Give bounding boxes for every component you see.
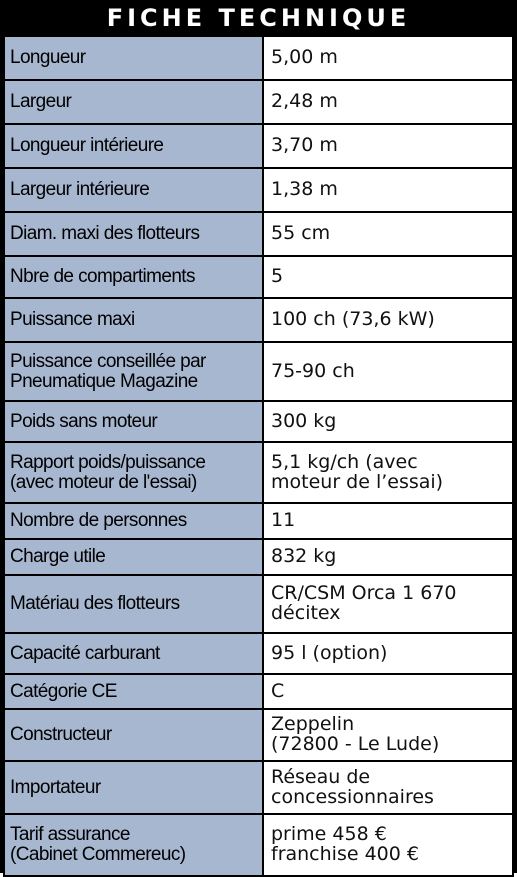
row-value: 1,38 m [263, 168, 513, 212]
row-label: Puissance maxi [4, 298, 263, 342]
row-value: 55 cm [263, 212, 513, 256]
row-value: 100 ch (73,6 kW) [263, 298, 513, 342]
table-row [4, 342, 513, 401]
row-value: 300 kg [263, 401, 513, 442]
table-row [4, 761, 513, 814]
table-row [4, 298, 513, 342]
sheet-title: FICHE TECHNIQUE [106, 4, 411, 32]
table-row [4, 633, 513, 674]
row-value: 75-90 ch [263, 342, 513, 401]
row-label: Poids sans moteur [4, 401, 263, 442]
row-label: Largeur intérieure [4, 168, 263, 212]
table-row [4, 575, 513, 633]
table-row [4, 36, 513, 80]
row-value: C [263, 674, 513, 709]
row-label: Nombre de personnes [4, 503, 263, 539]
row-value: 5 [263, 256, 513, 298]
table-row [4, 709, 513, 761]
row-label: Charge utile [4, 539, 263, 575]
table-row [4, 168, 513, 212]
row-label: Capacité carburant [4, 633, 263, 674]
row-value: 2,48 m [263, 80, 513, 124]
row-label: Importateur [4, 761, 263, 814]
row-value: CR/CSM Orca 1 670 décitex [263, 575, 513, 633]
row-label: Largeur [4, 80, 263, 124]
spec-table [3, 35, 514, 877]
row-value: prime 458 € franchise 400 € [263, 814, 513, 876]
spec-table-body [4, 36, 513, 876]
row-value: 3,70 m [263, 124, 513, 168]
table-row [4, 539, 513, 575]
row-value: Zeppelin (72800 - Le Lude) [263, 709, 513, 761]
row-value: 5,1 kg/ch (avec moteur de l’essai) [263, 442, 513, 503]
row-value: 5,00 m [263, 36, 513, 80]
row-value: 11 [263, 503, 513, 539]
row-label: Longueur intérieure [4, 124, 263, 168]
row-value: 832 kg [263, 539, 513, 575]
table-row [4, 401, 513, 442]
row-label: Rapport poids/puissance (avec moteur de l'essai) [4, 442, 263, 503]
table-row [4, 124, 513, 168]
table-row [4, 442, 513, 503]
row-label: Tarif assurance (Cabinet Commereuc) [4, 814, 263, 876]
row-label: Matériau des flotteurs [4, 575, 263, 633]
row-label: Diam. maxi des flotteurs [4, 212, 263, 256]
row-label: Constructeur [4, 709, 263, 761]
row-label: Puissance conseillée par Pneumatique Magazine [4, 342, 263, 401]
row-label: Longueur [4, 36, 263, 80]
row-label: Catégorie CE [4, 674, 263, 709]
table-row [4, 212, 513, 256]
table-row [4, 80, 513, 124]
table-row [4, 256, 513, 298]
row-value: 95 l (option) [263, 633, 513, 674]
table-row [4, 674, 513, 709]
table-row [4, 814, 513, 876]
row-value: Réseau de concessionnaires [263, 761, 513, 814]
table-row [4, 503, 513, 539]
row-label: Nbre de compartiments [4, 256, 263, 298]
